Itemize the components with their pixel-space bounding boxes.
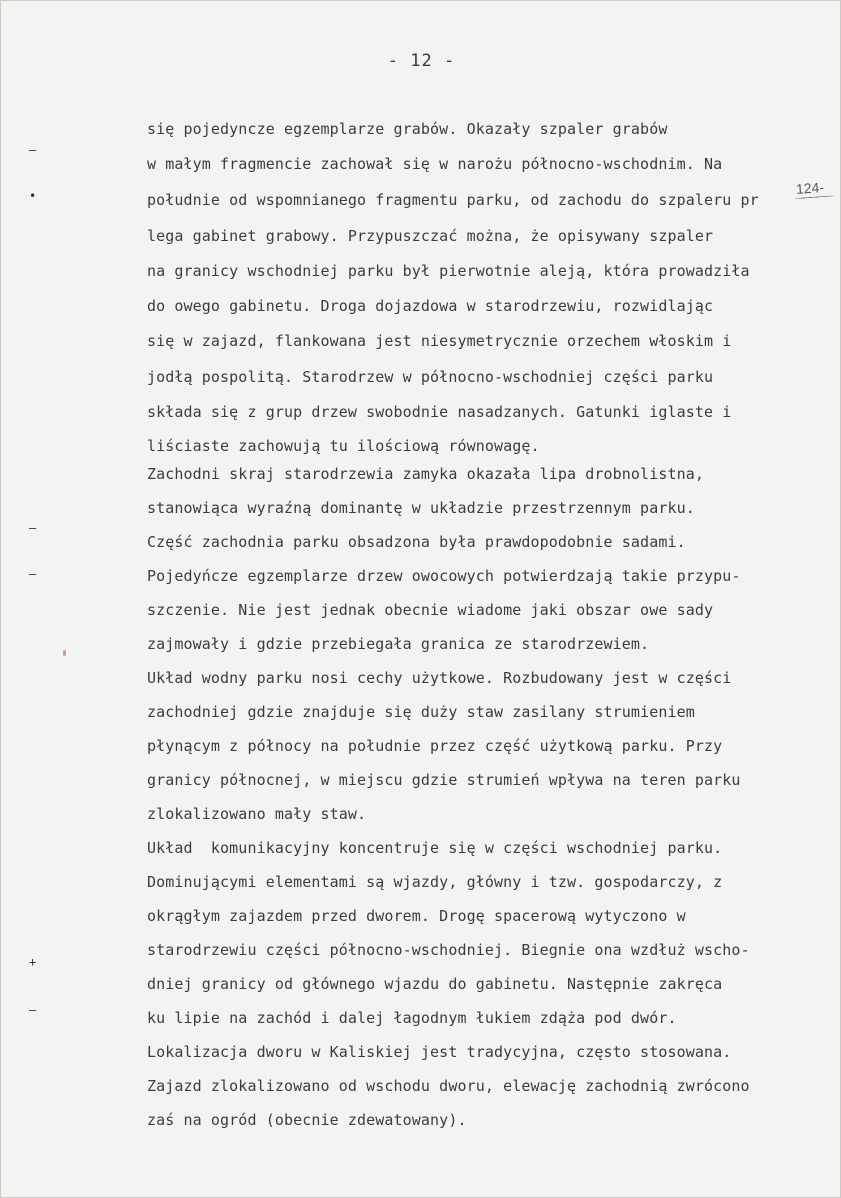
- text-line: jodłą pospolitą. Starodrzew w północno-wschodniej części parku: [147, 368, 714, 386]
- binding-mark-icon: –: [29, 521, 37, 535]
- text-line: zachodniej gdzie znajduje się duży staw zasilany strumieniem: [147, 703, 695, 721]
- text-line: do owego gabinetu. Droga dojazdowa w starodrzewiu, rozwidlając: [147, 297, 714, 315]
- page-number: - 12 -: [387, 51, 456, 71]
- text-line: ku lipie na zachód i dalej łagodnym łukiem zdąża pod dwór.: [147, 1009, 677, 1027]
- text-line: południe od wspomnianego fragmentu parku, od zachodu do szpaleru pr: [147, 191, 759, 209]
- paper-stain: [63, 650, 66, 656]
- handwritten-margin-note: [795, 179, 824, 197]
- text-line: lega gabinet grabowy. Przypuszczać można, że opisywany szpaler: [147, 227, 714, 245]
- binding-mark-icon: +: [29, 955, 37, 969]
- text-line: liściaste zachowują tu ilościową równowagę.: [147, 437, 540, 455]
- text-line: w małym fragmencie zachował się w narożu północno-wschodnim. Na: [147, 155, 723, 173]
- text-line: płynącym z północy na południe przez część użytkową parku. Przy: [147, 737, 723, 755]
- text-line: zlokalizowano mały staw.: [147, 805, 367, 823]
- text-line: się pojedyncze egzemplarze grabów. Okazały szpaler grabów: [147, 120, 668, 138]
- text-line: Lokalizacja dworu w Kaliskiej jest tradycyjna, często stosowana.: [147, 1043, 732, 1061]
- binding-mark-icon: –: [29, 567, 37, 581]
- text-line: na granicy wschodniej parku był pierwotnie aleją, która prowadziła: [147, 262, 750, 280]
- text-line: granicy północnej, w miejscu gdzie strumień wpływa na teren parku: [147, 771, 741, 789]
- text-line: dniej granicy od głównego wjazdu do gabinetu. Następnie zakręca: [147, 975, 723, 993]
- text-line: składa się z grup drzew swobodnie nasadzanych. Gatunki iglaste i: [147, 403, 732, 421]
- text-line: okrągłym zajazdem przed dworem. Drogę spacerową wytyczono w: [147, 907, 686, 925]
- text-line: Zajazd zlokalizowano od wschodu dworu, elewację zachodnią zwrócono: [147, 1077, 750, 1095]
- text-line: Zachodni skraj starodrzewia zamyka okazała lipa drobnolistna,: [147, 465, 704, 483]
- text-line: Dominującymi elementami są wjazdy, główny i tzw. gospodarczy, z: [147, 873, 723, 891]
- text-line: szczenie. Nie jest jednak obecnie wiadome jaki obszar owe sady: [147, 601, 714, 619]
- margin-note-text: 124-: [795, 179, 825, 197]
- text-line: zajmowały i gdzie przebiegała granica ze starodrzewiem.: [147, 635, 650, 653]
- binding-mark-icon: •: [29, 189, 37, 203]
- binding-mark-icon: –: [29, 143, 37, 157]
- text-line: Układ komunikacyjny koncentruje się w części wschodniej parku.: [147, 839, 723, 857]
- text-line: Pojedyńcze egzemplarze drzew owocowych potwierdzają takie przypu-: [147, 567, 741, 585]
- text-line: zaś na ogród (obecnie zdewatowany).: [147, 1111, 467, 1129]
- text-line: Część zachodnia parku obsadzona była prawdopodobnie sadami.: [147, 533, 686, 551]
- text-line: stanowiąca wyraźną dominantę w układzie przestrzennym parku.: [147, 499, 695, 517]
- binding-mark-icon: –: [29, 1003, 37, 1017]
- text-line: się w zajazd, flankowana jest niesymetrycznie orzechem włoskim i: [147, 332, 732, 350]
- text-line: Układ wodny parku nosi cechy użytkowe. Rozbudowany jest w części: [147, 669, 732, 687]
- text-line: starodrzewiu części północno-wschodniej. Biegnie ona wzdłuż wscho-: [147, 941, 750, 959]
